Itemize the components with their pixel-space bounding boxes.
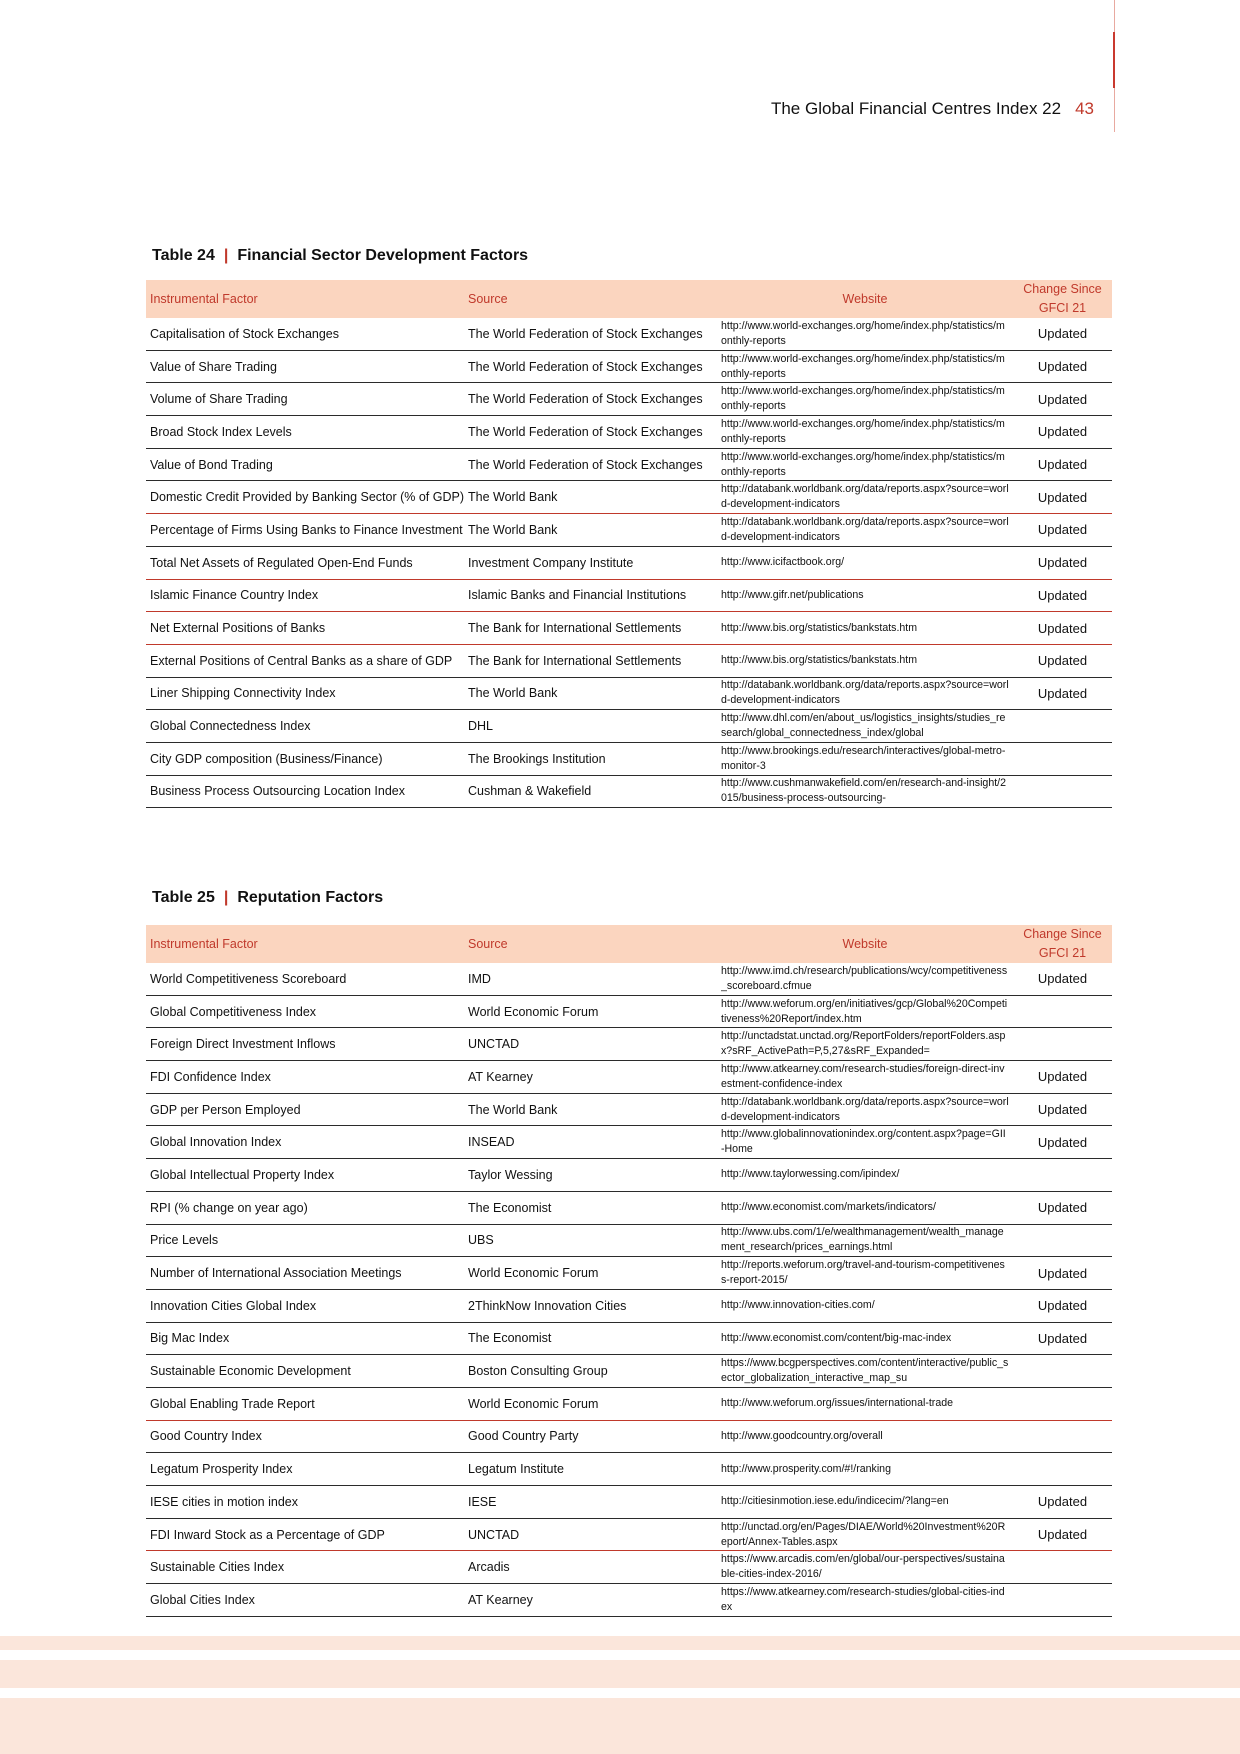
cell-factor: Price Levels bbox=[146, 1224, 464, 1257]
cell-factor: Global Competitiveness Index bbox=[146, 995, 464, 1028]
table-24-caption bbox=[152, 247, 528, 265]
website-link[interactable]: http://www.icifactbook.org/ bbox=[721, 556, 845, 569]
cell-source: World Economic Forum bbox=[464, 995, 717, 1028]
cell-website bbox=[717, 1518, 1013, 1551]
cell-factor: Total Net Assets of Regulated Open-End Funds bbox=[146, 546, 464, 579]
website-link[interactable]: http://www.gifr.net/publications bbox=[721, 588, 864, 601]
cell-source: UNCTAD bbox=[464, 1518, 717, 1551]
cell-change: Updated bbox=[1013, 1518, 1112, 1551]
cell-website bbox=[717, 1355, 1013, 1388]
cell-change bbox=[1013, 1584, 1112, 1617]
cell-website bbox=[717, 995, 1013, 1028]
table-row bbox=[146, 1518, 1112, 1551]
table-24-title: Financial Sector Development Factors bbox=[237, 247, 529, 264]
header-title: The Global Financial Centres Index 22 bbox=[770, 99, 1062, 118]
cell-source: IMD bbox=[464, 963, 717, 995]
table-row bbox=[146, 448, 1112, 481]
table-24-label: Table 24 bbox=[152, 247, 215, 264]
cell-website bbox=[717, 963, 1013, 995]
cell-change: Updated bbox=[1013, 448, 1112, 481]
website-link[interactable]: http://reports.weforum.org/travel-and-tourism-competitiveness-report-2015/ bbox=[721, 1259, 1005, 1287]
cell-factor: Good Country Index bbox=[146, 1420, 464, 1453]
caption-divider: | bbox=[223, 889, 229, 906]
website-link[interactable]: http://www.globalinnovationindex.org/content.aspx?page=GII-Home bbox=[721, 1128, 1006, 1156]
website-link[interactable]: https://www.bcgperspectives.com/content/interactive/public_sector_globalization_interactive_map_su bbox=[721, 1357, 1009, 1385]
website-link[interactable]: http://www.weforum.org/issues/international-trade bbox=[721, 1397, 953, 1410]
cell-source: DHL bbox=[464, 710, 717, 743]
table-row bbox=[146, 481, 1112, 514]
cell-website bbox=[717, 546, 1013, 579]
cell-factor: Global Cities Index bbox=[146, 1584, 464, 1617]
cell-factor: Domestic Credit Provided by Banking Sector (% of GDP) bbox=[146, 481, 464, 514]
col-header-source: Source bbox=[464, 280, 717, 318]
cell-website bbox=[717, 1126, 1013, 1159]
table-row bbox=[146, 1191, 1112, 1224]
cell-website bbox=[717, 350, 1013, 383]
website-link[interactable]: http://www.taylorwessing.com/ipindex/ bbox=[721, 1168, 900, 1181]
table-row bbox=[146, 612, 1112, 645]
table-row bbox=[146, 1126, 1112, 1159]
footer-stripe-3 bbox=[0, 1698, 1240, 1754]
website-link[interactable]: http://databank.worldbank.org/data/reports.aspx?source=world-development-indicators bbox=[721, 515, 1009, 543]
cell-factor: Foreign Direct Investment Inflows bbox=[146, 1028, 464, 1061]
cell-source: World Economic Forum bbox=[464, 1387, 717, 1420]
cell-factor: Net External Positions of Banks bbox=[146, 612, 464, 645]
cell-source: The Economist bbox=[464, 1322, 717, 1355]
running-header bbox=[771, 99, 1094, 119]
col-header-change bbox=[1013, 925, 1112, 963]
cell-factor: RPI (% change on year ago) bbox=[146, 1191, 464, 1224]
table-row bbox=[146, 995, 1112, 1028]
table-row bbox=[146, 1551, 1112, 1584]
cell-source: The Bank for International Settlements bbox=[464, 612, 717, 645]
cell-change bbox=[1013, 995, 1112, 1028]
cell-change bbox=[1013, 1159, 1112, 1192]
website-link[interactable]: https://www.arcadis.com/en/global/our-perspectives/sustainable-cities-index-2016/ bbox=[721, 1553, 1005, 1581]
col-header-change-line2: GFCI 21 bbox=[1038, 301, 1087, 315]
cell-source: Arcadis bbox=[464, 1551, 717, 1584]
col-header-source: Source bbox=[464, 925, 717, 963]
cell-change: Updated bbox=[1013, 644, 1112, 677]
cell-source: UBS bbox=[464, 1224, 717, 1257]
website-link[interactable]: http://databank.worldbank.org/data/reports.aspx?source=world-development-indicators bbox=[721, 1095, 1009, 1123]
cell-factor: World Competitiveness Scoreboard bbox=[146, 963, 464, 995]
cell-source: The World Federation of Stock Exchanges bbox=[464, 416, 717, 449]
cell-source: INSEAD bbox=[464, 1126, 717, 1159]
website-link[interactable]: http://www.world-exchanges.org/home/index.php/statistics/monthly-reports bbox=[721, 450, 1005, 478]
cell-source: IESE bbox=[464, 1486, 717, 1519]
cell-change bbox=[1013, 710, 1112, 743]
cell-website bbox=[717, 1486, 1013, 1519]
table-row bbox=[146, 318, 1112, 350]
cell-website bbox=[717, 1028, 1013, 1061]
table-row bbox=[146, 579, 1112, 612]
cell-factor: Sustainable Economic Development bbox=[146, 1355, 464, 1388]
cell-source: AT Kearney bbox=[464, 1584, 717, 1617]
col-header-website: Website bbox=[717, 925, 1013, 963]
table-row bbox=[146, 1486, 1112, 1519]
table-row bbox=[146, 644, 1112, 677]
table-row bbox=[146, 1355, 1112, 1388]
website-link[interactable]: http://unctadstat.unctad.org/ReportFolders/reportFolders.aspx?sRF_ActivePath=P,5,27&sRF_Expanded= bbox=[721, 1030, 1006, 1058]
cell-website bbox=[717, 416, 1013, 449]
cell-website bbox=[717, 1584, 1013, 1617]
table-25-title: Reputation Factors bbox=[237, 889, 384, 906]
cell-change: Updated bbox=[1013, 1322, 1112, 1355]
cell-change: Updated bbox=[1013, 350, 1112, 383]
cell-factor: Islamic Finance Country Index bbox=[146, 579, 464, 612]
website-link[interactable]: http://www.world-exchanges.org/home/index.php/statistics/monthly-reports bbox=[721, 417, 1005, 445]
cell-change: Updated bbox=[1013, 612, 1112, 645]
cell-change: Updated bbox=[1013, 1257, 1112, 1290]
cell-factor: FDI Confidence Index bbox=[146, 1061, 464, 1094]
cell-factor: GDP per Person Employed bbox=[146, 1093, 464, 1126]
page-number: 43 bbox=[1075, 99, 1094, 118]
cell-factor: Broad Stock Index Levels bbox=[146, 416, 464, 449]
website-link[interactable]: http://www.economist.com/content/big-mac-index bbox=[721, 1331, 952, 1344]
table-row bbox=[146, 1093, 1112, 1126]
cell-source: Cushman & Wakefield bbox=[464, 775, 717, 808]
cell-change: Updated bbox=[1013, 416, 1112, 449]
table-row bbox=[146, 1584, 1112, 1617]
cell-website bbox=[717, 710, 1013, 743]
cell-source: Legatum Institute bbox=[464, 1453, 717, 1486]
website-link[interactable]: http://www.weforum.org/en/initiatives/gcp/Global%20Competitiveness%20Report/index.htm bbox=[721, 997, 1008, 1025]
cell-website bbox=[717, 514, 1013, 547]
cell-change bbox=[1013, 1551, 1112, 1584]
cell-change: Updated bbox=[1013, 318, 1112, 350]
table-row bbox=[146, 1453, 1112, 1486]
table-25-caption bbox=[152, 889, 383, 907]
website-link[interactable]: http://www.cushmanwakefield.com/en/research-and-insight/2015/business-process-outsourcing- bbox=[721, 777, 1006, 805]
website-link[interactable]: http://www.ubs.com/1/e/wealthmanagement/wealth_management_research/prices_earnings.html bbox=[721, 1226, 1004, 1254]
table-header-row bbox=[146, 925, 1112, 963]
cell-factor: Volume of Share Trading bbox=[146, 383, 464, 416]
cell-source: The World Bank bbox=[464, 481, 717, 514]
cell-change bbox=[1013, 1387, 1112, 1420]
cell-change bbox=[1013, 1420, 1112, 1453]
cell-website bbox=[717, 775, 1013, 808]
website-link[interactable]: http://www.world-exchanges.org/home/index.php/statistics/monthly-reports bbox=[721, 352, 1005, 380]
cell-source: The World Bank bbox=[464, 677, 717, 710]
cell-factor: Number of International Association Meetings bbox=[146, 1257, 464, 1290]
table-row bbox=[146, 350, 1112, 383]
col-header-change-line1: Change Since bbox=[1023, 927, 1102, 941]
cell-factor: IESE cities in motion index bbox=[146, 1486, 464, 1519]
table-row bbox=[146, 1289, 1112, 1322]
cell-website bbox=[717, 383, 1013, 416]
cell-website bbox=[717, 742, 1013, 775]
cell-factor: FDI Inward Stock as a Percentage of GDP bbox=[146, 1518, 464, 1551]
website-link[interactable]: http://databank.worldbank.org/data/reports.aspx?source=world-development-indicators bbox=[721, 483, 1009, 511]
website-link[interactable]: http://www.imd.ch/research/publications/wcy/competitiveness_scoreboard.cfmue bbox=[721, 964, 1008, 992]
cell-change: Updated bbox=[1013, 481, 1112, 514]
cell-website bbox=[717, 644, 1013, 677]
cell-source: The World Federation of Stock Exchanges bbox=[464, 383, 717, 416]
website-link[interactable]: http://www.brookings.edu/research/interactives/global-metro-monitor-3 bbox=[721, 744, 1006, 772]
table-row bbox=[146, 1159, 1112, 1192]
cell-factor: Big Mac Index bbox=[146, 1322, 464, 1355]
cell-factor: Legatum Prosperity Index bbox=[146, 1453, 464, 1486]
cell-change bbox=[1013, 1453, 1112, 1486]
cell-factor: City GDP composition (Business/Finance) bbox=[146, 742, 464, 775]
cell-website bbox=[717, 1257, 1013, 1290]
cell-website bbox=[717, 448, 1013, 481]
website-link[interactable]: http://www.atkearney.com/research-studies/foreign-direct-investment-confidence-index bbox=[721, 1062, 1005, 1090]
website-link[interactable]: http://www.innovation-cities.com/ bbox=[721, 1299, 875, 1312]
cell-factor: Innovation Cities Global Index bbox=[146, 1289, 464, 1322]
cell-website bbox=[717, 1061, 1013, 1094]
cell-website bbox=[717, 1289, 1013, 1322]
cell-source: Taylor Wessing bbox=[464, 1159, 717, 1192]
cell-source: Boston Consulting Group bbox=[464, 1355, 717, 1388]
cell-change: Updated bbox=[1013, 1126, 1112, 1159]
cell-factor: Value of Bond Trading bbox=[146, 448, 464, 481]
cell-change: Updated bbox=[1013, 677, 1112, 710]
cell-source: The Bank for International Settlements bbox=[464, 644, 717, 677]
website-link[interactable]: http://www.prosperity.com/#!/ranking bbox=[721, 1462, 891, 1475]
financial-sector-table bbox=[146, 280, 1112, 808]
cell-website bbox=[717, 579, 1013, 612]
cell-website bbox=[717, 1159, 1013, 1192]
col-header-change-line2: GFCI 21 bbox=[1038, 946, 1087, 960]
website-link[interactable]: http://www.economist.com/markets/indicators/ bbox=[721, 1201, 936, 1214]
table-row bbox=[146, 1028, 1112, 1061]
cell-website bbox=[717, 1387, 1013, 1420]
website-link[interactable]: https://www.atkearney.com/research-studies/global-cities-index bbox=[721, 1585, 1005, 1613]
cell-website bbox=[717, 1224, 1013, 1257]
cell-source: The Economist bbox=[464, 1191, 717, 1224]
footer-stripe-1 bbox=[0, 1636, 1240, 1650]
cell-change bbox=[1013, 775, 1112, 808]
table-row bbox=[146, 1257, 1112, 1290]
cell-change: Updated bbox=[1013, 963, 1112, 995]
website-link[interactable]: http://www.goodcountry.org/overall bbox=[721, 1429, 883, 1442]
footer-stripe-2 bbox=[0, 1660, 1240, 1688]
cell-change: Updated bbox=[1013, 1486, 1112, 1519]
col-header-change-line1: Change Since bbox=[1023, 282, 1102, 296]
cell-website bbox=[717, 612, 1013, 645]
cell-factor: External Positions of Central Banks as a share of GDP bbox=[146, 644, 464, 677]
cell-change: Updated bbox=[1013, 1093, 1112, 1126]
table-row bbox=[146, 1387, 1112, 1420]
table-row bbox=[146, 677, 1112, 710]
table-row bbox=[146, 710, 1112, 743]
cell-source: Good Country Party bbox=[464, 1420, 717, 1453]
table-row bbox=[146, 1322, 1112, 1355]
cell-factor: Liner Shipping Connectivity Index bbox=[146, 677, 464, 710]
cell-change bbox=[1013, 742, 1112, 775]
cell-source: The World Federation of Stock Exchanges bbox=[464, 448, 717, 481]
table-row bbox=[146, 546, 1112, 579]
website-link[interactable]: http://www.dhl.com/en/about_us/logistics_insights/studies_research/global_connectedness_index/global bbox=[721, 712, 1006, 740]
table-row bbox=[146, 775, 1112, 808]
cell-change: Updated bbox=[1013, 1289, 1112, 1322]
col-header-factor: Instrumental Factor bbox=[146, 280, 464, 318]
cell-source: World Economic Forum bbox=[464, 1257, 717, 1290]
caption-divider: | bbox=[223, 247, 229, 264]
cell-source: Investment Company Institute bbox=[464, 546, 717, 579]
cell-change: Updated bbox=[1013, 546, 1112, 579]
cell-source: The World Bank bbox=[464, 514, 717, 547]
cell-website bbox=[717, 1191, 1013, 1224]
table-row bbox=[146, 416, 1112, 449]
cell-factor: Global Connectedness Index bbox=[146, 710, 464, 743]
cell-source: AT Kearney bbox=[464, 1061, 717, 1094]
cell-website bbox=[717, 1551, 1013, 1584]
website-link[interactable]: http://www.bis.org/statistics/bankstats.htm bbox=[721, 654, 918, 667]
cell-factor: Global Enabling Trade Report bbox=[146, 1387, 464, 1420]
table-row bbox=[146, 1224, 1112, 1257]
cell-website bbox=[717, 1453, 1013, 1486]
reputation-table bbox=[146, 925, 1112, 1617]
website-link[interactable]: http://citiesinmotion.iese.edu/indicecim/?lang=en bbox=[721, 1495, 949, 1508]
cell-change: Updated bbox=[1013, 579, 1112, 612]
cell-change: Updated bbox=[1013, 383, 1112, 416]
cell-source: The World Federation of Stock Exchanges bbox=[464, 350, 717, 383]
website-link[interactable]: http://databank.worldbank.org/data/reports.aspx?source=world-development-indicators bbox=[721, 679, 1009, 707]
cell-change: Updated bbox=[1013, 1191, 1112, 1224]
cell-factor: Global Innovation Index bbox=[146, 1126, 464, 1159]
cell-source: 2ThinkNow Innovation Cities bbox=[464, 1289, 717, 1322]
col-header-factor: Instrumental Factor bbox=[146, 925, 464, 963]
cell-factor: Percentage of Firms Using Banks to Finance Investment bbox=[146, 514, 464, 547]
cell-change: Updated bbox=[1013, 514, 1112, 547]
cell-source: Islamic Banks and Financial Institutions bbox=[464, 579, 717, 612]
cell-source: The World Bank bbox=[464, 1093, 717, 1126]
cell-website bbox=[717, 481, 1013, 514]
table-row bbox=[146, 1420, 1112, 1453]
cell-source: The World Federation of Stock Exchanges bbox=[464, 318, 717, 350]
cell-factor: Capitalisation of Stock Exchanges bbox=[146, 318, 464, 350]
col-header-website: Website bbox=[717, 280, 1013, 318]
cell-source: UNCTAD bbox=[464, 1028, 717, 1061]
table-row bbox=[146, 1061, 1112, 1094]
table-row bbox=[146, 742, 1112, 775]
cell-change: Updated bbox=[1013, 1061, 1112, 1094]
cell-factor: Business Process Outsourcing Location Index bbox=[146, 775, 464, 808]
cell-change bbox=[1013, 1224, 1112, 1257]
cell-source: The Brookings Institution bbox=[464, 742, 717, 775]
cell-website bbox=[717, 677, 1013, 710]
cell-factor: Global Intellectual Property Index bbox=[146, 1159, 464, 1192]
cell-website bbox=[717, 1093, 1013, 1126]
website-link[interactable]: http://www.bis.org/statistics/bankstats.htm bbox=[721, 621, 918, 634]
website-link[interactable]: http://www.world-exchanges.org/home/index.php/statistics/monthly-reports bbox=[721, 385, 1005, 413]
table-row bbox=[146, 963, 1112, 995]
table-header-row bbox=[146, 280, 1112, 318]
table-row bbox=[146, 383, 1112, 416]
cell-website bbox=[717, 1420, 1013, 1453]
cell-change bbox=[1013, 1028, 1112, 1061]
col-header-change bbox=[1013, 280, 1112, 318]
table-row bbox=[146, 514, 1112, 547]
margin-rule-accent bbox=[1113, 32, 1115, 88]
table-25-label: Table 25 bbox=[152, 889, 215, 906]
website-link[interactable]: http://www.world-exchanges.org/home/index.php/statistics/monthly-reports bbox=[721, 319, 1005, 347]
website-link[interactable]: http://unctad.org/en/Pages/DIAE/World%20Investment%20Report/Annex-Tables.aspx bbox=[721, 1520, 1006, 1548]
cell-factor: Sustainable Cities Index bbox=[146, 1551, 464, 1584]
cell-factor: Value of Share Trading bbox=[146, 350, 464, 383]
cell-website bbox=[717, 318, 1013, 350]
cell-website bbox=[717, 1322, 1013, 1355]
cell-change bbox=[1013, 1355, 1112, 1388]
